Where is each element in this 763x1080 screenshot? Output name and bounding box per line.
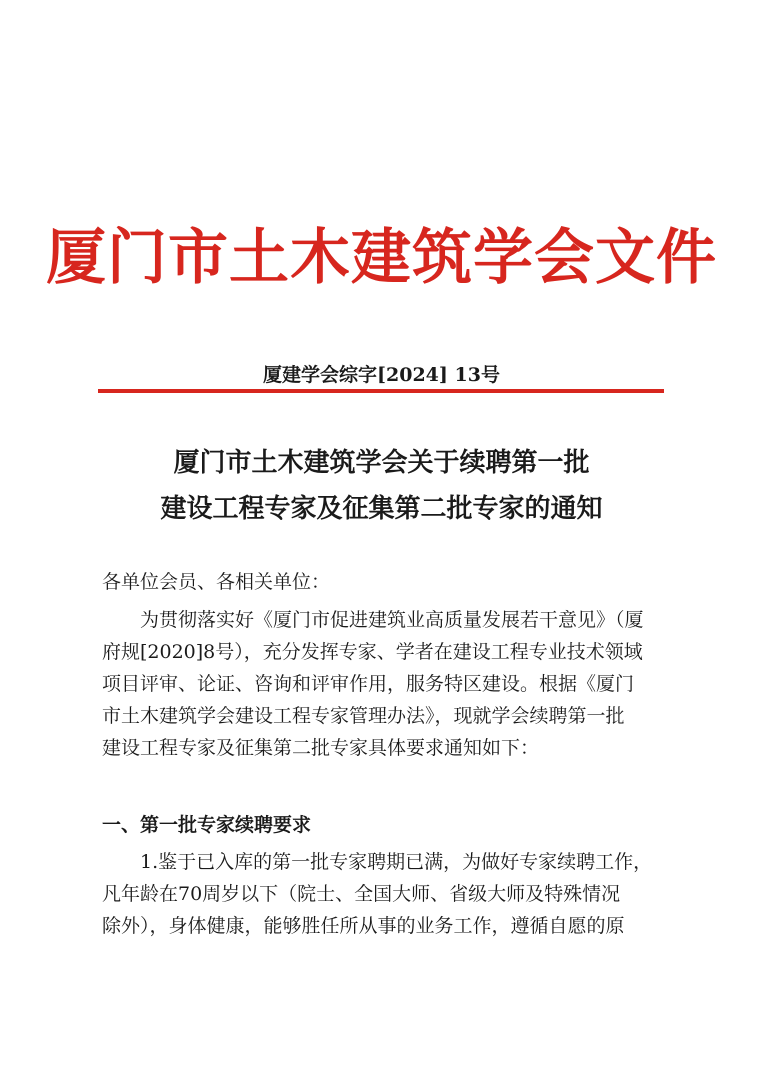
paragraph-renewal [102, 846, 682, 942]
salutation: 各单位会员、各相关单位： [102, 571, 331, 593]
document-number: 厦建学会综字[2024] 13号 [263, 364, 500, 386]
paragraph-renewal-line-1: 1.鉴于已入库的第一批专家聘期已满，为做好专家续聘工作， [140, 851, 653, 873]
paragraph-intro-line-5: 建设工程专家及征集第二批专家具体要求通知如下： [102, 737, 540, 759]
paragraph-intro-line-1: 为贯彻落实好《厦门市促进建筑业高质量发展若干意见》（厦 [140, 609, 644, 631]
section-heading-1: 一、第一批专家续聘要求 [102, 814, 312, 836]
paragraph-intro [102, 604, 682, 764]
notice-title [0, 440, 763, 532]
paragraph-intro-line-2: 府规[2020]8号），充分发挥专家、学者在建设工程专业技术领域 [102, 641, 643, 663]
notice-title-line-1: 厦门市土木建筑学会关于续聘第一批 [173, 448, 590, 478]
masthead-title: 厦门市土木建筑学会文件 [46, 223, 717, 293]
paragraph-renewal-line-2: 凡年龄在70周岁以下（院士、全国大师、省级大师及特殊情况 [102, 883, 621, 905]
paragraph-intro-line-3: 项目评审、论证、咨询和评审作用，服务特区建设。根据《厦门 [102, 673, 635, 695]
red-divider-line [98, 389, 664, 393]
notice-title-line-2: 建设工程专家及征集第二批专家的通知 [160, 494, 603, 524]
paragraph-renewal-line-3: 除外），身体健康，能够胜任所从事的业务工作，遵循自愿的原 [102, 915, 625, 937]
paragraph-intro-line-4: 市土木建筑学会建设工程专家管理办法》，现就学会续聘第一批 [102, 705, 625, 727]
